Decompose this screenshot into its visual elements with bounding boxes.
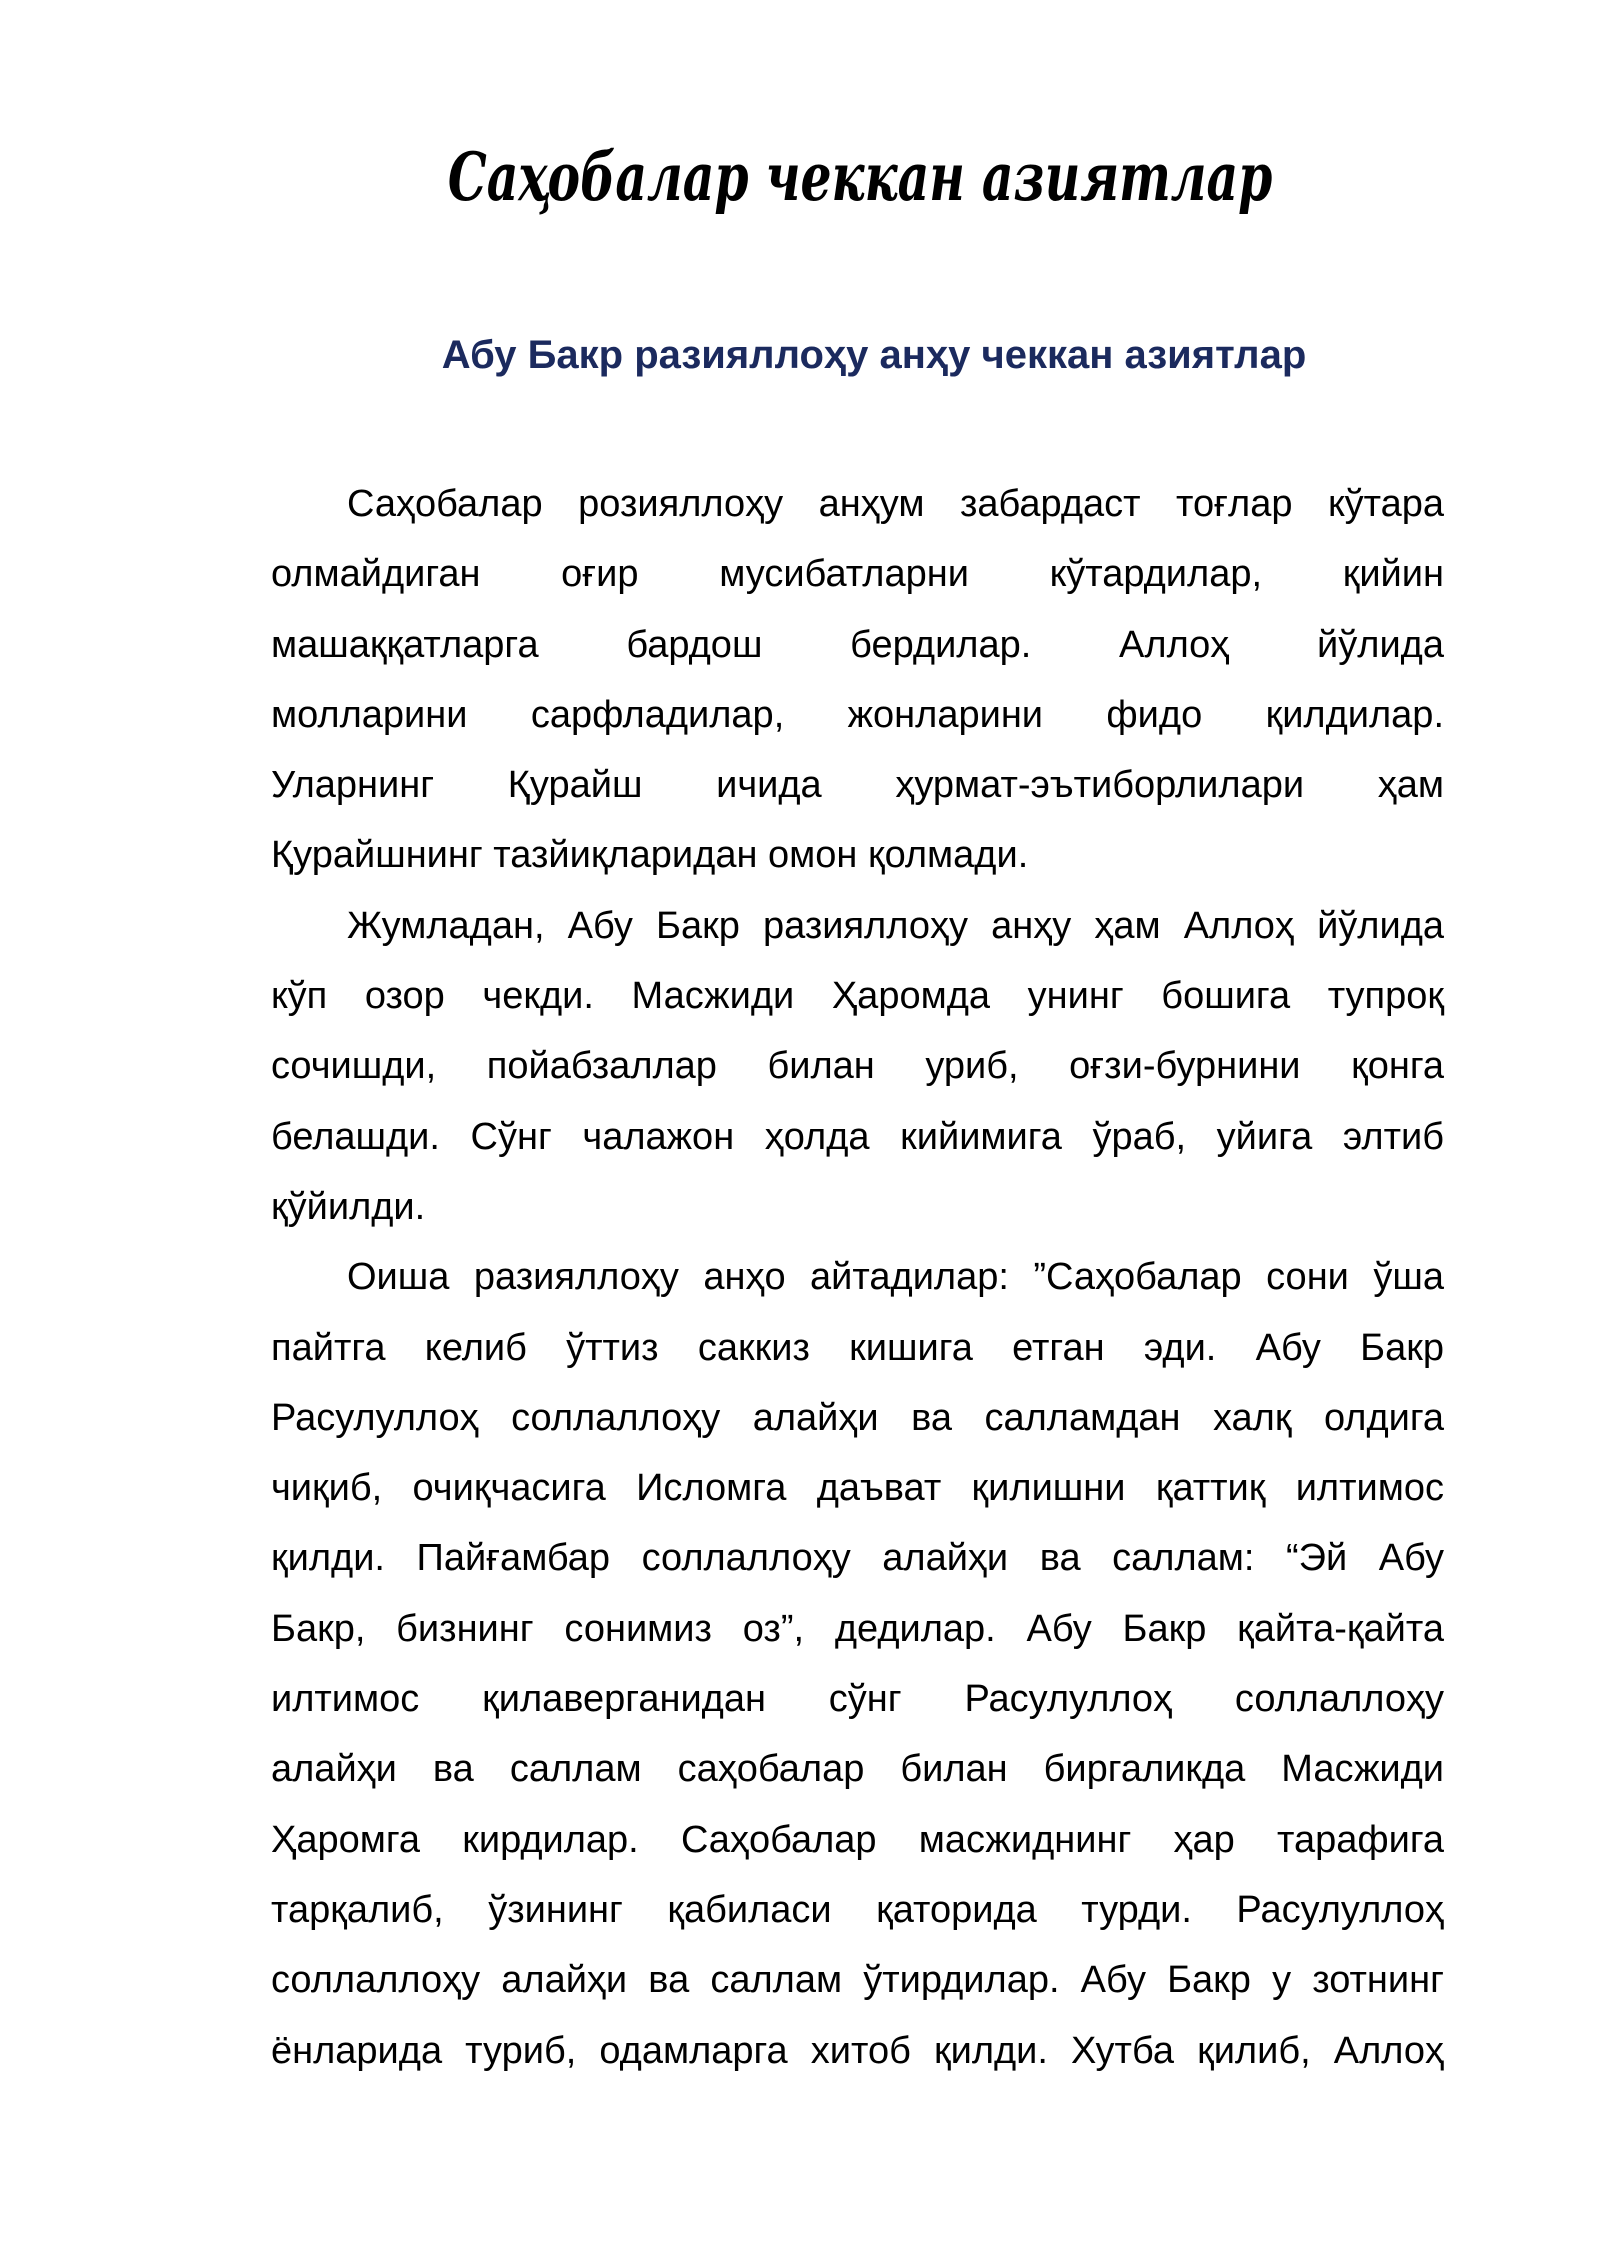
text-line: чиқиб, очиқчасига Исломга даъват қилишни қаттиқ илтимос <box>271 1467 1444 1510</box>
text-line: илтимос қилаверганидан сўнг Расулуллоҳ соллаллоҳу <box>271 1678 1444 1721</box>
text-line: белашди. Сўнг чалажон ҳолда кийимига ўраб, уйига элтиб <box>271 1115 1444 1158</box>
text-line: кўп озор чекди. Масжиди Ҳаромда унинг бошига тупроқ <box>271 975 1444 1018</box>
document-body <box>271 469 1444 2086</box>
text-line: Бакр, бизнинг сонимиз оз”, дедилар. Абу Бакр қайта-қайта <box>271 1607 1444 1650</box>
text-line: Расулуллоҳ соллаллоҳу алайҳи ва салламдан халқ олдига <box>271 1396 1444 1439</box>
text-line: ёнларида туриб, одамларга хитоб қилди. Хутба қилиб, Аллоҳ <box>271 2029 1444 2072</box>
text-line: сочишди, пойабзаллар билан уриб, оғзи-бурнини қонга <box>271 1045 1444 1088</box>
text-line: алайҳи ва саллам саҳобалар билан биргаликда Масжиди <box>271 1748 1444 1791</box>
paragraph <box>271 1242 1444 2086</box>
paragraph <box>271 891 1444 1242</box>
text-line: тарқалиб, ўзининг қабиласи қаторида турди. Расулуллоҳ <box>271 1888 1444 1931</box>
text-line: Жумладан, Абу Бакр разияллоҳу анҳу ҳам Аллоҳ йўлида <box>347 904 1444 947</box>
text-line: машаққатларга бардош бердилар. Аллоҳ йўлида <box>271 623 1444 666</box>
text-line: қўйилди. <box>271 1185 426 1228</box>
text-line: молларини сарфладилар, жонларини фидо қилдилар. <box>271 693 1444 736</box>
text-line: Уларнинг Қурайш ичида ҳурмат-эътиборлилари ҳам <box>271 764 1444 807</box>
text-line: Оиша разияллоҳу анҳо айтадилар: ”Саҳобалар сони ўша <box>347 1256 1444 1299</box>
text-line: Ҳаромга кирдилар. Саҳобалар масжиднинг ҳар тарафига <box>271 1818 1444 1861</box>
text-line: олмайдиган оғир мусибатларни кўтардилар, қийин <box>271 553 1444 596</box>
text-line: соллаллоҳу алайҳи ва саллам ўтирдилар. Абу Бакр у зотнинг <box>271 1959 1444 2002</box>
text-line: Саҳобалар розияллоҳу анҳум забардаст тоғлар кўтара <box>347 483 1444 525</box>
paragraph <box>271 469 1444 891</box>
document-title: Саҳобалар чеккан азиятлар <box>447 138 1273 216</box>
text-line: қилди. Пайғамбар соллаллоҳу алайҳи ва саллам: “Эй Абу <box>271 1537 1444 1580</box>
document-subtitle: Абу Бакр разияллоҳу анҳу чеккан азиятлар <box>441 333 1307 377</box>
text-line: пайтга келиб ўттиз саккиз кишига етган эди. Абу Бакр <box>271 1326 1444 1369</box>
text-line: Қурайшнинг тазйиқларидан омон қолмади. <box>271 834 1029 877</box>
